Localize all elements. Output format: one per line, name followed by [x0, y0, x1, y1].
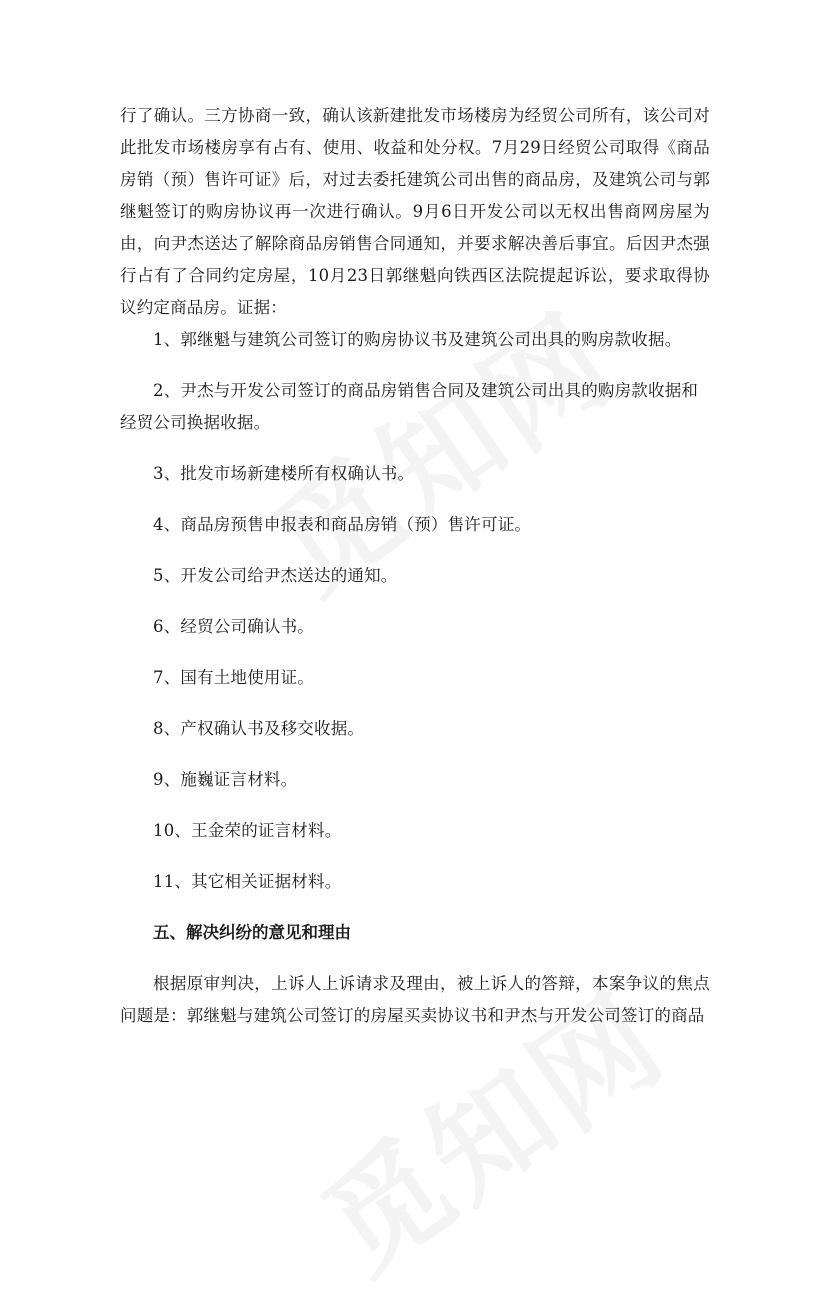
- evidence-item: 9、施巍证言材料。: [153, 770, 298, 789]
- evidence-item: 5、开发公司给尹杰送达的通知。: [153, 566, 398, 585]
- evidence-item: 6、经贸公司确认书。: [153, 617, 314, 636]
- document-body: [120, 100, 710, 1032]
- evidence-item: 11、其它相关证据材料。: [153, 872, 342, 891]
- intro-paragraph: 行了确认。三方协商一致，确认该新建批发市场楼房为经贸公司所有，该公司对此批发市场楼房享有占有、使用、收益和处分权。7月29日经贸公司取得《商品房销（预）售许可证》后，对过去委托建筑公司出售的商品房，及建筑公司与郭继魁签订的购房协议再一次进行确认。9月6日开发公司以无权出售商网房屋为由，向尹杰送达了解除商品房销售合同通知，并要求解决善后事宜。后因尹杰强行占有了合同约定房屋，10月23日郭继魁向铁西区法院提起诉讼，要求取得协议约定商品房。证据：: [120, 106, 710, 317]
- evidence-list: [120, 324, 710, 898]
- evidence-item: 7、国有土地使用证。: [153, 668, 314, 687]
- evidence-item: 1、郭继魁与建筑公司签订的购房协议书及建筑公司出具的购房款收据。: [153, 330, 682, 349]
- evidence-item: 3、批发市场新建楼所有权确认书。: [153, 464, 415, 483]
- section-heading: 五、解决纠纷的意见和理由: [153, 923, 351, 942]
- closing-paragraph: 根据原审判决，上诉人上诉请求及理由，被上诉人的答辩，本案争议的焦点问题是：郭继魁与建筑公司签订的房屋买卖协议书和尹杰与开发公司签订的商品: [120, 974, 710, 1025]
- evidence-item: 8、产权确认书及移交收据。: [153, 719, 365, 738]
- evidence-item: 10、王金荣的证言材料。: [153, 821, 342, 840]
- evidence-item: 2、尹杰与开发公司签订的商品房销售合同及建筑公司出具的购房款收据和经贸公司换据收据。: [120, 381, 699, 432]
- evidence-item: 4、商品房预售申报表和商品房销（预）售许可证。: [153, 515, 532, 534]
